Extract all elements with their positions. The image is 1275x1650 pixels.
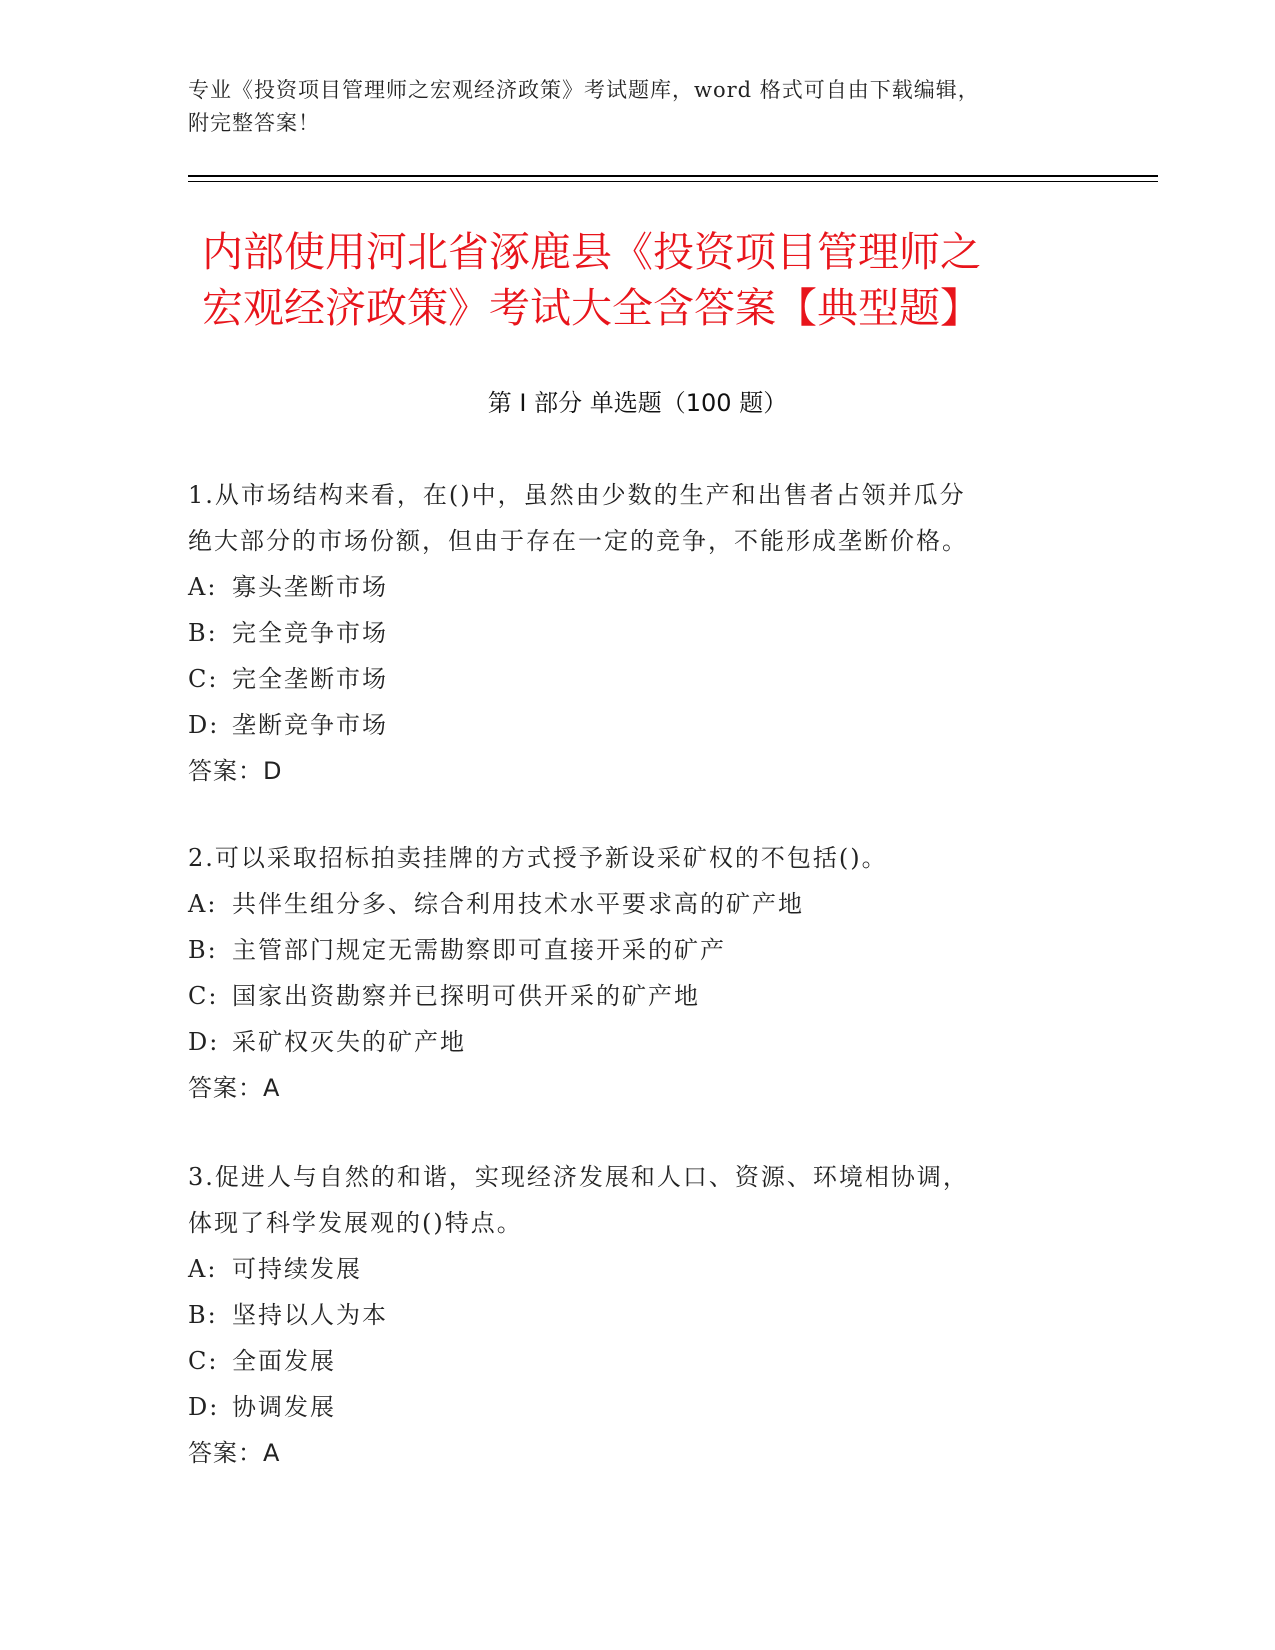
option-text: 完全竞争市场 xyxy=(232,619,388,647)
option-key: D: xyxy=(188,1393,220,1421)
answer: 答案：D xyxy=(188,757,283,785)
option-text: 完全垄断市场 xyxy=(232,665,388,693)
question-stem-line2: 体现了科学发展观的()特点。 xyxy=(188,1209,523,1237)
option-key: C: xyxy=(188,1347,219,1375)
option-d xyxy=(188,1019,1088,1065)
option-text: 采矿权灭失的矿产地 xyxy=(232,1028,466,1056)
option-c xyxy=(188,1338,1088,1384)
answer: 答案：A xyxy=(188,1074,281,1102)
document-title xyxy=(202,224,1102,336)
option-a xyxy=(188,1246,1088,1292)
option-text: 国家出资勘察并已探明可供开采的矿产地 xyxy=(232,982,700,1010)
question-2 xyxy=(188,835,1088,1111)
option-text: 全面发展 xyxy=(232,1347,336,1375)
option-text: 垄断竞争市场 xyxy=(232,711,388,739)
header-divider-thin xyxy=(188,181,1158,182)
option-key: B: xyxy=(188,619,218,647)
option-text: 寡头垄断市场 xyxy=(232,573,388,601)
header-note-line1: 专业《投资项目管理师之宏观经济政策》考试题库，word 格式可自由下载编辑， xyxy=(188,78,980,102)
option-key: B: xyxy=(188,936,218,964)
option-text: 共伴生组分多、综合利用技术水平要求高的矿产地 xyxy=(232,890,804,918)
answer: 答案：A xyxy=(188,1439,281,1467)
option-key: C: xyxy=(188,982,219,1010)
header-note-line2: 附完整答案！ xyxy=(188,111,320,135)
option-c xyxy=(188,973,1088,1019)
option-key: C: xyxy=(188,665,219,693)
option-b xyxy=(188,1292,1088,1338)
option-a xyxy=(188,564,1088,610)
option-key: A: xyxy=(188,890,218,918)
section-heading: 第 I 部分 单选题（100 题） xyxy=(487,389,788,417)
question-stem-line1: 1.从市场结构来看，在()中，虽然由少数的生产和出售者占领并瓜分 xyxy=(188,481,966,509)
option-text: 可持续发展 xyxy=(232,1255,362,1283)
option-c xyxy=(188,656,1088,702)
header-note xyxy=(188,74,1088,140)
document-title-line2: 宏观经济政策》考试大全含答案【典型题】 xyxy=(202,284,981,332)
option-key: B: xyxy=(188,1301,218,1329)
option-d xyxy=(188,702,1088,748)
question-stem-line1: 2.可以采取招标拍卖挂牌的方式授予新设采矿权的不包括()。 xyxy=(188,844,888,872)
question-3 xyxy=(188,1154,1088,1476)
option-key: D: xyxy=(188,711,220,739)
option-key: A: xyxy=(188,573,218,601)
option-a xyxy=(188,881,1088,927)
header-divider-thick xyxy=(188,175,1158,177)
option-d xyxy=(188,1384,1088,1430)
option-text: 坚持以人为本 xyxy=(232,1301,388,1329)
option-b xyxy=(188,610,1088,656)
document-title-line1: 内部使用河北省涿鹿县《投资项目管理师之 xyxy=(202,228,981,276)
option-b xyxy=(188,927,1088,973)
question-stem-line2: 绝大部分的市场份额，但由于存在一定的竞争，不能形成垄断价格。 xyxy=(188,527,968,555)
question-stem-line1: 3.促进人与自然的和谐，实现经济发展和人口、资源、环境相协调， xyxy=(188,1163,969,1191)
option-key: A: xyxy=(188,1255,218,1283)
option-text: 主管部门规定无需勘察即可直接开采的矿产 xyxy=(232,936,726,964)
option-key: D: xyxy=(188,1028,220,1056)
question-1 xyxy=(188,472,1088,794)
option-text: 协调发展 xyxy=(232,1393,336,1421)
